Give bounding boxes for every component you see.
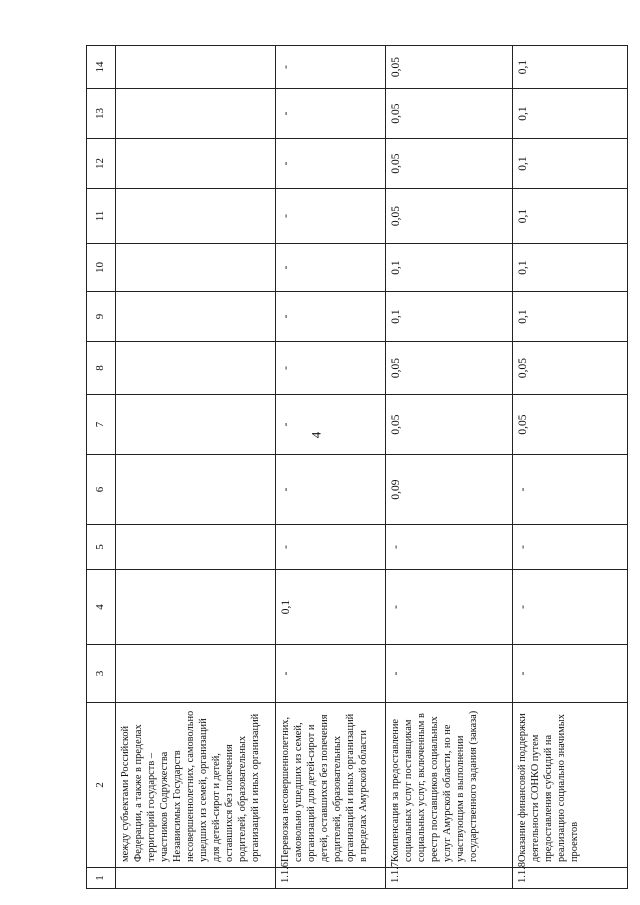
table-cell: - [276,292,386,342]
table-cell: 0,1 [513,189,628,244]
table-cell [116,89,276,139]
row-description: Оказание финансовой поддержки деятельности СОНКО путем предоставления субсидий на реализацию социально значимых проектов [513,703,628,868]
table-cell: 0,05 [386,46,513,89]
table-cell [116,189,276,244]
table-cell: - [386,525,513,570]
table-cell: 0,09 [386,455,513,525]
row-description: между субъектами Российской Федерации, а также в пределах территорий государств – участников Содружества Независимых Государств несовершеннолетних, самовольно ушедших из семей, организаций для детей-сирот и детей, оставшихся без попечения родителей, образовательных организаций и иных организаций [116,703,276,868]
table-cell: - [513,455,628,525]
table-cell: - [276,455,386,525]
table-cell: 0,05 [386,89,513,139]
table-cell: - [276,342,386,395]
column-header: 14 [87,46,116,89]
table-cell: 0,05 [513,395,628,455]
table-cell: - [276,89,386,139]
table-cell: 0,1 [386,244,513,292]
table-cell: 0,1 [513,46,628,89]
table-cell [116,395,276,455]
table-cell [116,46,276,89]
table-cell: - [513,570,628,645]
table-cell: 0,1 [513,139,628,189]
column-header: 5 [87,525,116,570]
table-cell: 0,05 [513,342,628,395]
column-header: 13 [87,89,116,139]
table-cell: 0,1 [513,89,628,139]
table-cell [116,342,276,395]
table-cell: 0,1 [513,292,628,342]
table-cell: - [276,395,386,455]
table-cell: 0,05 [386,189,513,244]
table-cell: - [276,525,386,570]
table-cell [116,645,276,703]
column-header: 10 [87,244,116,292]
table-cell: - [276,139,386,189]
row-description: Компенсация за предоставление социальных услуг поставщикам социальных услуг, включенным в реестр поставщиков социальных услуг Амурской области, но не участвующим в выполнении государственного задания (заказа) [386,703,513,868]
column-header: 12 [87,139,116,189]
table-cell: - [276,46,386,89]
column-header: 7 [87,395,116,455]
table-cell: - [513,525,628,570]
indicators-table [86,45,628,889]
table-row [276,46,386,889]
row-description: Перевозка несовершеннолетних, самовольно ушедших из семей, организаций для детей-сирот и детей, оставшихся без попечения родителей, образовательных организаций и иных организаций в пределах Амурской области [276,703,386,868]
column-header: 9 [87,292,116,342]
table-cell: 0,05 [386,342,513,395]
table-cell [116,139,276,189]
column-header: 1 [87,868,116,889]
page-number: 4 [308,431,324,439]
rotated-table-wrapper [86,46,628,889]
table-cell [116,525,276,570]
column-header: 4 [87,570,116,645]
table-cell: - [276,189,386,244]
table-row [386,46,513,889]
row-number: 1.1.8 [513,868,628,889]
table-cell [116,244,276,292]
column-header: 11 [87,189,116,244]
table-cell: - [513,645,628,703]
row-number [116,868,276,889]
table-cell: - [276,645,386,703]
column-header: 8 [87,342,116,395]
table-row [513,46,628,889]
table-row [116,46,276,889]
table-cell: 0,1 [513,244,628,292]
table-cell: - [386,570,513,645]
table-cell [116,570,276,645]
column-header: 3 [87,645,116,703]
table-cell: - [276,244,386,292]
table-cell: 0,1 [276,570,386,645]
column-header: 6 [87,455,116,525]
table-cell [116,455,276,525]
table-cell: 0,1 [386,292,513,342]
row-number: 1.1.7 [386,868,513,889]
table-cell: 0,05 [386,139,513,189]
row-number: 1.1.6 [276,868,386,889]
header-row [87,46,116,889]
column-header: 2 [87,703,116,868]
table-cell [116,292,276,342]
table-cell: 0,05 [386,395,513,455]
table-cell: - [386,645,513,703]
